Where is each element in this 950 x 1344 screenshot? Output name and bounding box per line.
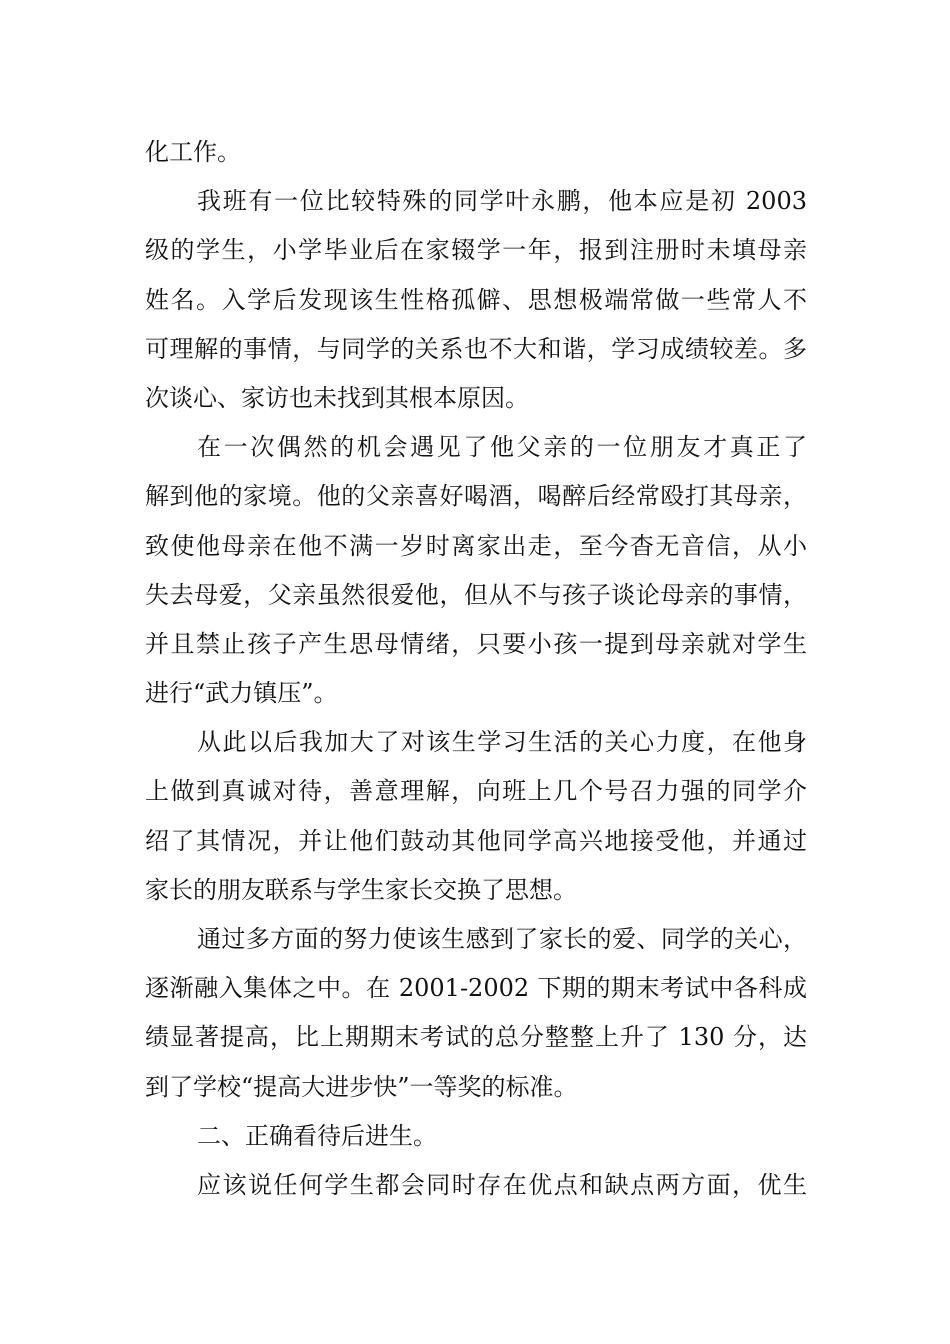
text-line: 上做到真诚对待，善意理解，向班上几个号召力强的同学介 — [145, 777, 807, 806]
text-line: 并且禁止孩子产生思母情绪，只要小孩一提到母亲就对学生 — [145, 629, 807, 658]
text-line: 级的学生，小学毕业后在家辍学一年，报到注册时未填母亲 — [145, 236, 807, 265]
text-line: 次谈心、家访也未找到其根本原因。 — [145, 383, 529, 412]
text-line: 绍了其情况，并让他们鼓动其他同学高兴地接受他，并通过 — [145, 826, 807, 855]
text-line: 进行“武力镇压”。 — [145, 679, 338, 708]
text-line: 在一次偶然的机会遇见了他父亲的一位朋友才真正了 — [197, 433, 807, 462]
text-line: 到了学校“提高大进步快”一等奖的标准。 — [145, 1072, 578, 1101]
text-line: 应该说任何学生都会同时存在优点和缺点两方面，优生 — [197, 1170, 807, 1199]
text-line: 通过多方面的努力使该生感到了家长的爱、同学的关心， — [197, 925, 807, 953]
text-line: 失去母爱，父亲虽然很爱他，但从不与孩子谈论母亲的事情， — [145, 580, 807, 609]
text-line: 我班有一位比较特殊的同学叶永鹏，他本应是初 2003 — [197, 187, 807, 216]
text-line: 逐渐融入集体之中。在 2001-2002 下期的期末考试中各科成 — [145, 974, 807, 1003]
text-line: 可理解的事情，与同学的关系也不大和谐，学习成绩较差。多 — [145, 334, 807, 363]
text-line: 姓名。入学后发现该生性格孤僻、思想极端常做一些常人不 — [145, 285, 807, 314]
text-line: 致使他母亲在他不满一岁时离家出走，至今杳无音信，从小 — [145, 531, 807, 560]
text-line: 绩显著提高，比上期期末考试的总分整整上升了 130 分，达 — [145, 1023, 807, 1052]
section-heading: 二、正确看待后进生。 — [197, 1121, 437, 1150]
text-line: 从此以后我加大了对该生学习生活的关心力度，在他身 — [197, 728, 807, 757]
text-line: 化工作。 — [145, 138, 241, 166]
text-line: 解到他的家境。他的父亲喜好喝酒，喝醉后经常殴打其母亲， — [145, 482, 807, 511]
text-line: 家长的朋友联系与学生家长交换了思想。 — [145, 875, 577, 904]
document-body — [145, 128, 807, 1210]
